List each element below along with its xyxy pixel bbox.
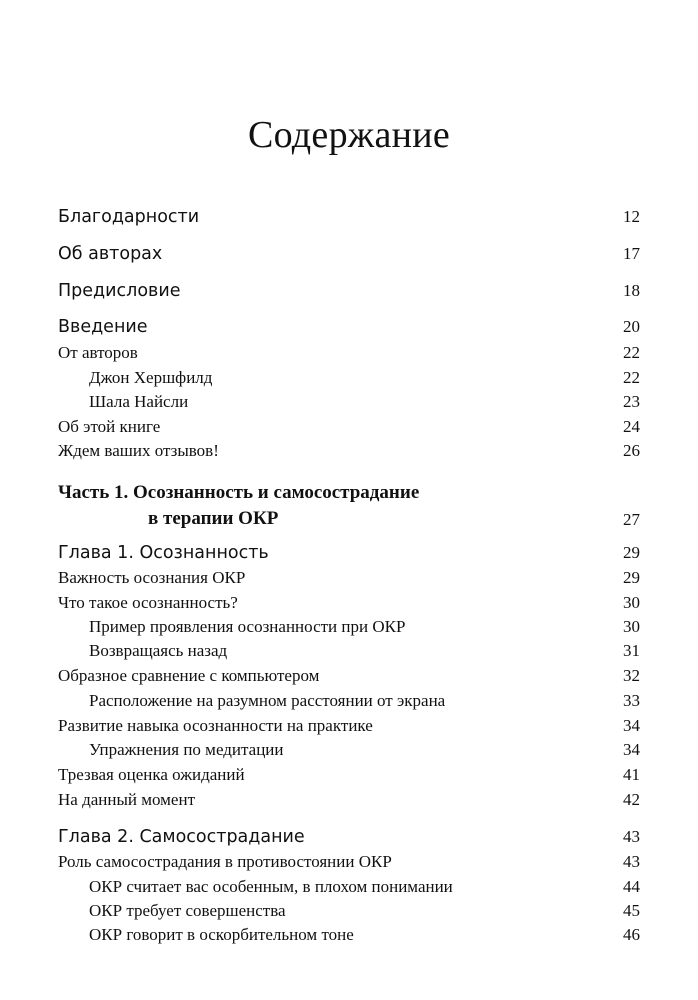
toc-entry-page: 30	[623, 593, 640, 612]
toc-entry-label: ОКР требует совершенства	[89, 901, 286, 920]
toc-entry-page: 41	[623, 765, 640, 784]
toc-entry-page: 18	[623, 281, 640, 300]
toc-entry-page: 32	[623, 666, 640, 685]
toc-subentry	[0, 390, 698, 414]
toc-entry-label: Что такое осознанность?	[58, 593, 238, 612]
toc-entry-label: Роль самосострадания в противостоянии ОКР	[58, 852, 392, 871]
toc-entry-page: 34	[623, 740, 640, 759]
page-title: Содержание	[247, 114, 451, 157]
toc-subentry	[0, 366, 698, 390]
toc-entry-label: Благодарности	[58, 207, 200, 227]
toc-entry-page: 45	[623, 901, 640, 920]
toc-subentry	[0, 875, 698, 899]
toc-entry-page: 42	[623, 790, 640, 809]
toc-entry	[0, 714, 698, 738]
toc-entry-label: На данный момент	[58, 790, 195, 809]
toc-entry-label: Пример проявления осознанности при ОКР	[89, 617, 406, 636]
toc-entry	[0, 341, 698, 365]
toc-entry-page: 29	[623, 543, 640, 562]
toc-part-title: Часть 1. Осознанность и самосострадание	[58, 482, 420, 503]
toc-entry	[0, 591, 698, 615]
toc-entry-page: 44	[623, 877, 640, 896]
toc-entry	[0, 415, 698, 439]
toc-entry-label: Развитие навыка осознанности на практике	[58, 716, 373, 735]
toc-entry-page: 43	[623, 852, 640, 871]
toc-subentry	[0, 639, 698, 663]
toc-subentry	[0, 738, 698, 762]
toc-entry-about-authors	[0, 242, 698, 266]
toc-entry-page: 46	[623, 925, 640, 944]
toc-entry-label: Глава 2. Самосострадание	[58, 827, 305, 847]
toc-subentry	[0, 899, 698, 923]
toc-entry-label: Предисловие	[58, 281, 181, 301]
toc-entry-label: Упражнения по медитации	[89, 740, 284, 759]
toc-entry-label: Глава 1. Осознанность	[58, 543, 269, 563]
toc-chapter-heading	[0, 541, 698, 565]
toc-entry	[0, 566, 698, 590]
toc-entry-page: 26	[623, 441, 640, 460]
toc-entry	[0, 850, 698, 874]
toc-entry-label: Важность осознания ОКР	[58, 568, 246, 587]
toc-entry-page: 12	[623, 207, 640, 226]
toc-entry	[0, 763, 698, 787]
toc-entry	[0, 439, 698, 463]
toc-entry-label: ОКР считает вас особенным, в плохом понимании	[89, 877, 453, 896]
toc-entry-label: Ждем ваших отзывов!	[58, 441, 219, 460]
toc-entry-page: 24	[623, 417, 640, 436]
toc-entry-label: Возвращаясь назад	[89, 641, 228, 660]
toc-entry-label: ОКР говорит в оскорбительном тоне	[89, 925, 354, 944]
toc-entry	[0, 788, 698, 812]
toc-entry-page: 30	[623, 617, 640, 636]
toc-entry-label: Введение	[58, 317, 148, 337]
toc-entry-label: Джон Хершфилд	[89, 368, 213, 387]
toc-entry-page: 17	[623, 244, 640, 263]
toc-entry-page: 31	[623, 641, 640, 660]
toc-entry-page: 22	[623, 368, 640, 387]
toc-entry-page: 27	[623, 510, 640, 529]
toc-entry-label: От авторов	[58, 343, 138, 362]
toc-entry-label: Трезвая оценка ожиданий	[58, 765, 245, 784]
toc-chapter-heading	[0, 825, 698, 849]
toc-entry-label: Образное сравнение с компьютером	[58, 666, 320, 685]
toc-part-heading	[0, 482, 698, 506]
toc-entry-page: 22	[623, 343, 640, 362]
toc-entry-page: 29	[623, 568, 640, 587]
toc-entry-page: 20	[623, 317, 640, 336]
toc-entry-page: 34	[623, 716, 640, 735]
toc-entry-page: 43	[623, 827, 640, 846]
toc-subentry	[0, 615, 698, 639]
toc-part-title-line2: в терапии ОКР	[148, 508, 279, 529]
toc-entry-foreword	[0, 279, 698, 303]
toc-entry-label: Расположение на разумном расстоянии от экрана	[89, 691, 446, 710]
toc-part-heading-continued	[0, 508, 698, 532]
toc-entry-page: 23	[623, 392, 640, 411]
toc-subentry	[0, 689, 698, 713]
toc-entry-label: Об авторах	[58, 244, 163, 264]
toc-entry-introduction	[0, 315, 698, 339]
toc-subentry	[0, 923, 698, 947]
toc-entry-page: 33	[623, 691, 640, 710]
toc-entry-acknowledgements	[0, 205, 698, 229]
toc-entry	[0, 664, 698, 688]
toc-entry-label: Об этой книге	[58, 417, 161, 436]
toc-entry-label: Шала Найсли	[89, 392, 189, 411]
